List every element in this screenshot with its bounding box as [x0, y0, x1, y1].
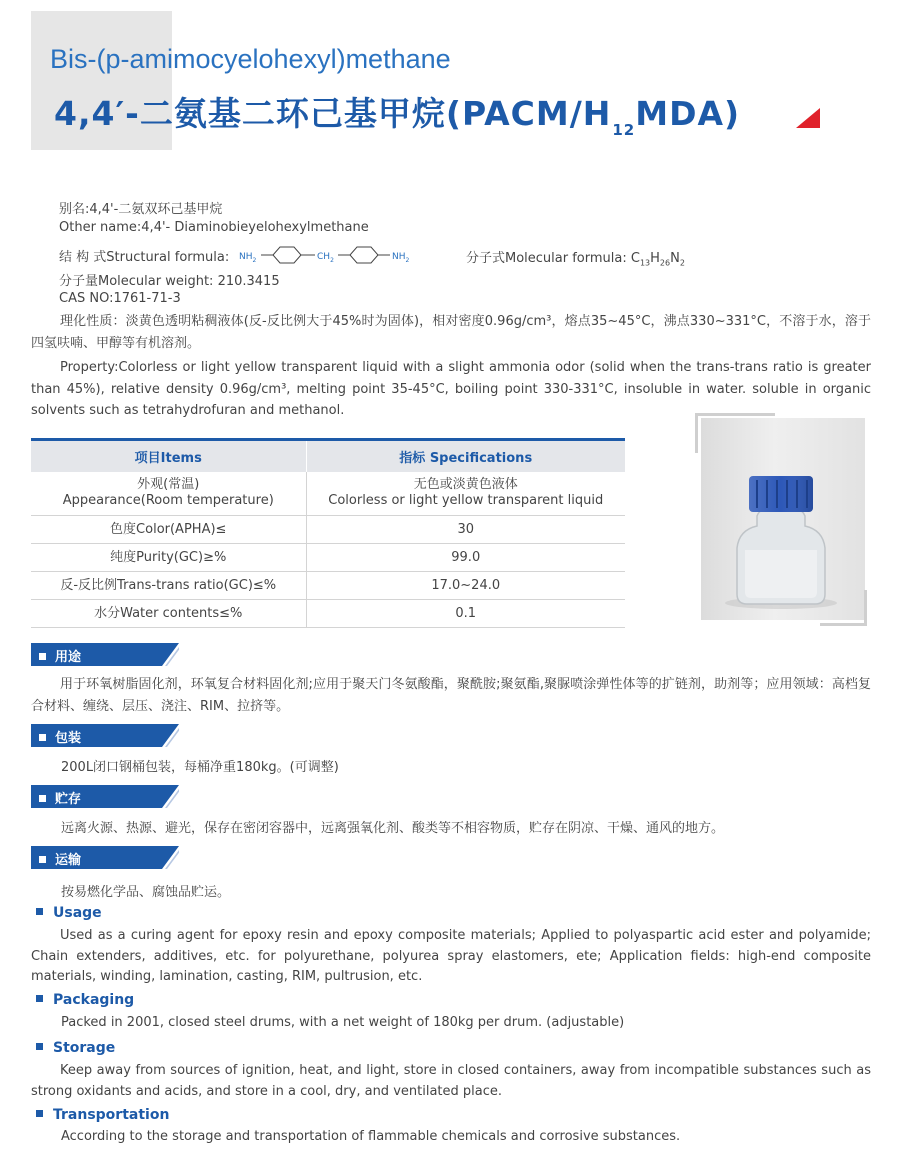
bullet-square-icon [36, 995, 43, 1002]
section-bar-storage-cn: 贮存 [31, 785, 179, 808]
structural-formula-diagram [235, 244, 415, 266]
bullet-square-icon [36, 1110, 43, 1117]
section-bar-transport-cn: 运输 [31, 846, 179, 869]
svg-text:NH2: $NH_2$ [392, 252, 410, 264]
spec-table [31, 438, 625, 628]
section-body-usage-cn: 用于环氧树脂固化剂，环氧复合材料固化剂;应用于聚天门冬氨酸酯，聚酰胺;聚氨酯,聚脲喷涂弹性体等的扩链剂，助剂等；应用领域：高档复合材料、缠绕、层压、浇注、RIM、拉挤等。 [31, 677, 871, 714]
title-chinese: 4,4′-二氨基二环己基甲烷$(PACM/H_{12}MDA)$ [54, 94, 741, 139]
molecular-formula: 分子式Molecular formula: $C_{13}H_{26}N_2$ [466, 251, 685, 268]
bullet-square-icon [36, 908, 43, 915]
section-head-usage-en: Usage [36, 905, 102, 921]
table-row [31, 472, 625, 516]
cell-spec: 17.0~24.0 [306, 572, 625, 600]
property-english: Property:Colorless or light yellow transparent liquid with a slight ammonia odor (solid when the trans-trans ratio is greater than 45%), relative density 0.96g/cm³, melting point 35-45°C, boiling point 330-331°C, insoluble in water. soluble in organic solvents such as tetrahydrofuran and methanol. [31, 360, 871, 418]
structural-label: 结 构 式Structural formula: [59, 249, 230, 265]
property-chinese: 理化性质：淡黄色透明粘稠液体(反-反比例大于45%时为固体)，相对密度0.96g/cm³，熔点35~45°C，沸点330~331°C，不溶于水，溶于四氢呋喃、甲醇等有机溶剂。 [31, 314, 871, 351]
cell-item: 外观(常温) Appearance(Room temperature) [31, 472, 306, 516]
section-body-transport-cn: 按易燃化学品、腐蚀品贮运。 [61, 885, 231, 900]
cell-item: 色度Color(APHA)≤ [31, 516, 306, 544]
section-body-transport-en: According to the storage and transportation of flammable chemicals and corrosive substances. [61, 1129, 681, 1144]
bullet-square-icon [39, 653, 46, 660]
section-body-storage-en: Keep away from sources of ignition, heat, and light, store in closed containers, away from incompatible substances such as strong oxidants and acids, and store in a cool, dry, and ventilated place. [31, 1063, 871, 1099]
section-bar-usage-cn: 用途 [31, 643, 179, 666]
other-name-line: Other name:4,4'- Diaminobieyelohexylmethane [59, 220, 369, 235]
section-head-packaging-en: Packaging [36, 992, 134, 1008]
structural-formula [59, 244, 415, 266]
molecular-weight: 分子量Molecular weight: 210.3415 [59, 274, 280, 289]
title-english: Bis-(p-amimocyelohexyl)methane [50, 44, 451, 74]
cell-spec: 99.0 [306, 544, 625, 572]
cell-item: 反-反比例Trans-trans ratio(GC)≤% [31, 572, 306, 600]
table-row [31, 516, 625, 544]
header-specifications: 指标 Specifications [306, 440, 625, 472]
bullet-square-icon [36, 1043, 43, 1050]
bullet-square-icon [39, 795, 46, 802]
cell-spec: 30 [306, 516, 625, 544]
bullet-square-icon [39, 734, 46, 741]
cell-item: 水分Water contents≤% [31, 600, 306, 628]
section-head-storage-en: Storage [36, 1040, 115, 1056]
cas-number: CAS NO:1761-71-3 [59, 291, 181, 306]
alias-line: 别名:4,4'-二氨双环己基甲烷 [59, 202, 223, 217]
table-row [31, 600, 625, 628]
section-body-packaging-en: Packed in 2001, closed steel drums, with a net weight of 180kg per drum. (adjustable) [61, 1015, 625, 1030]
photo-frame-corner [820, 590, 867, 626]
table-row [31, 544, 625, 572]
header-items: 项目Items [31, 440, 306, 472]
bullet-square-icon [39, 856, 46, 863]
cell-spec: 无色或淡黄色液体 Colorless or light yellow transparent liquid [306, 472, 625, 516]
cell-spec: 0.1 [306, 600, 625, 628]
table-header-row [31, 440, 625, 472]
svg-text:NH2: $NH_2$ [239, 252, 257, 264]
section-head-transport-en: Transportation [36, 1107, 169, 1123]
section-body-packaging-cn: 200L闭口钢桶包装，每桶净重180kg。(可调整) [61, 760, 339, 775]
section-bar-packaging-cn: 包装 [31, 724, 179, 747]
svg-text:CH2: $CH_2$ [317, 252, 335, 264]
red-triangle-icon [796, 108, 820, 128]
section-body-usage-en: Used as a curing agent for epoxy resin and epoxy composite materials; Applied to polyaspartic acid ester and polyamide; Chain extenders, additives, etc. for polyurethane, polyurea spray elastomers, ete; Application fields: high-end composite materials, winding, lamination, casting, RIM, pultrusion, etc. [31, 928, 871, 984]
cell-item: 纯度Purity(GC)≥% [31, 544, 306, 572]
table-row [31, 572, 625, 600]
section-body-storage-cn: 远离火源、热源、避光，保存在密闭容器中，远离强氧化剂、酸类等不相容物质，贮存在阴凉、干燥、通风的地方。 [61, 821, 725, 836]
